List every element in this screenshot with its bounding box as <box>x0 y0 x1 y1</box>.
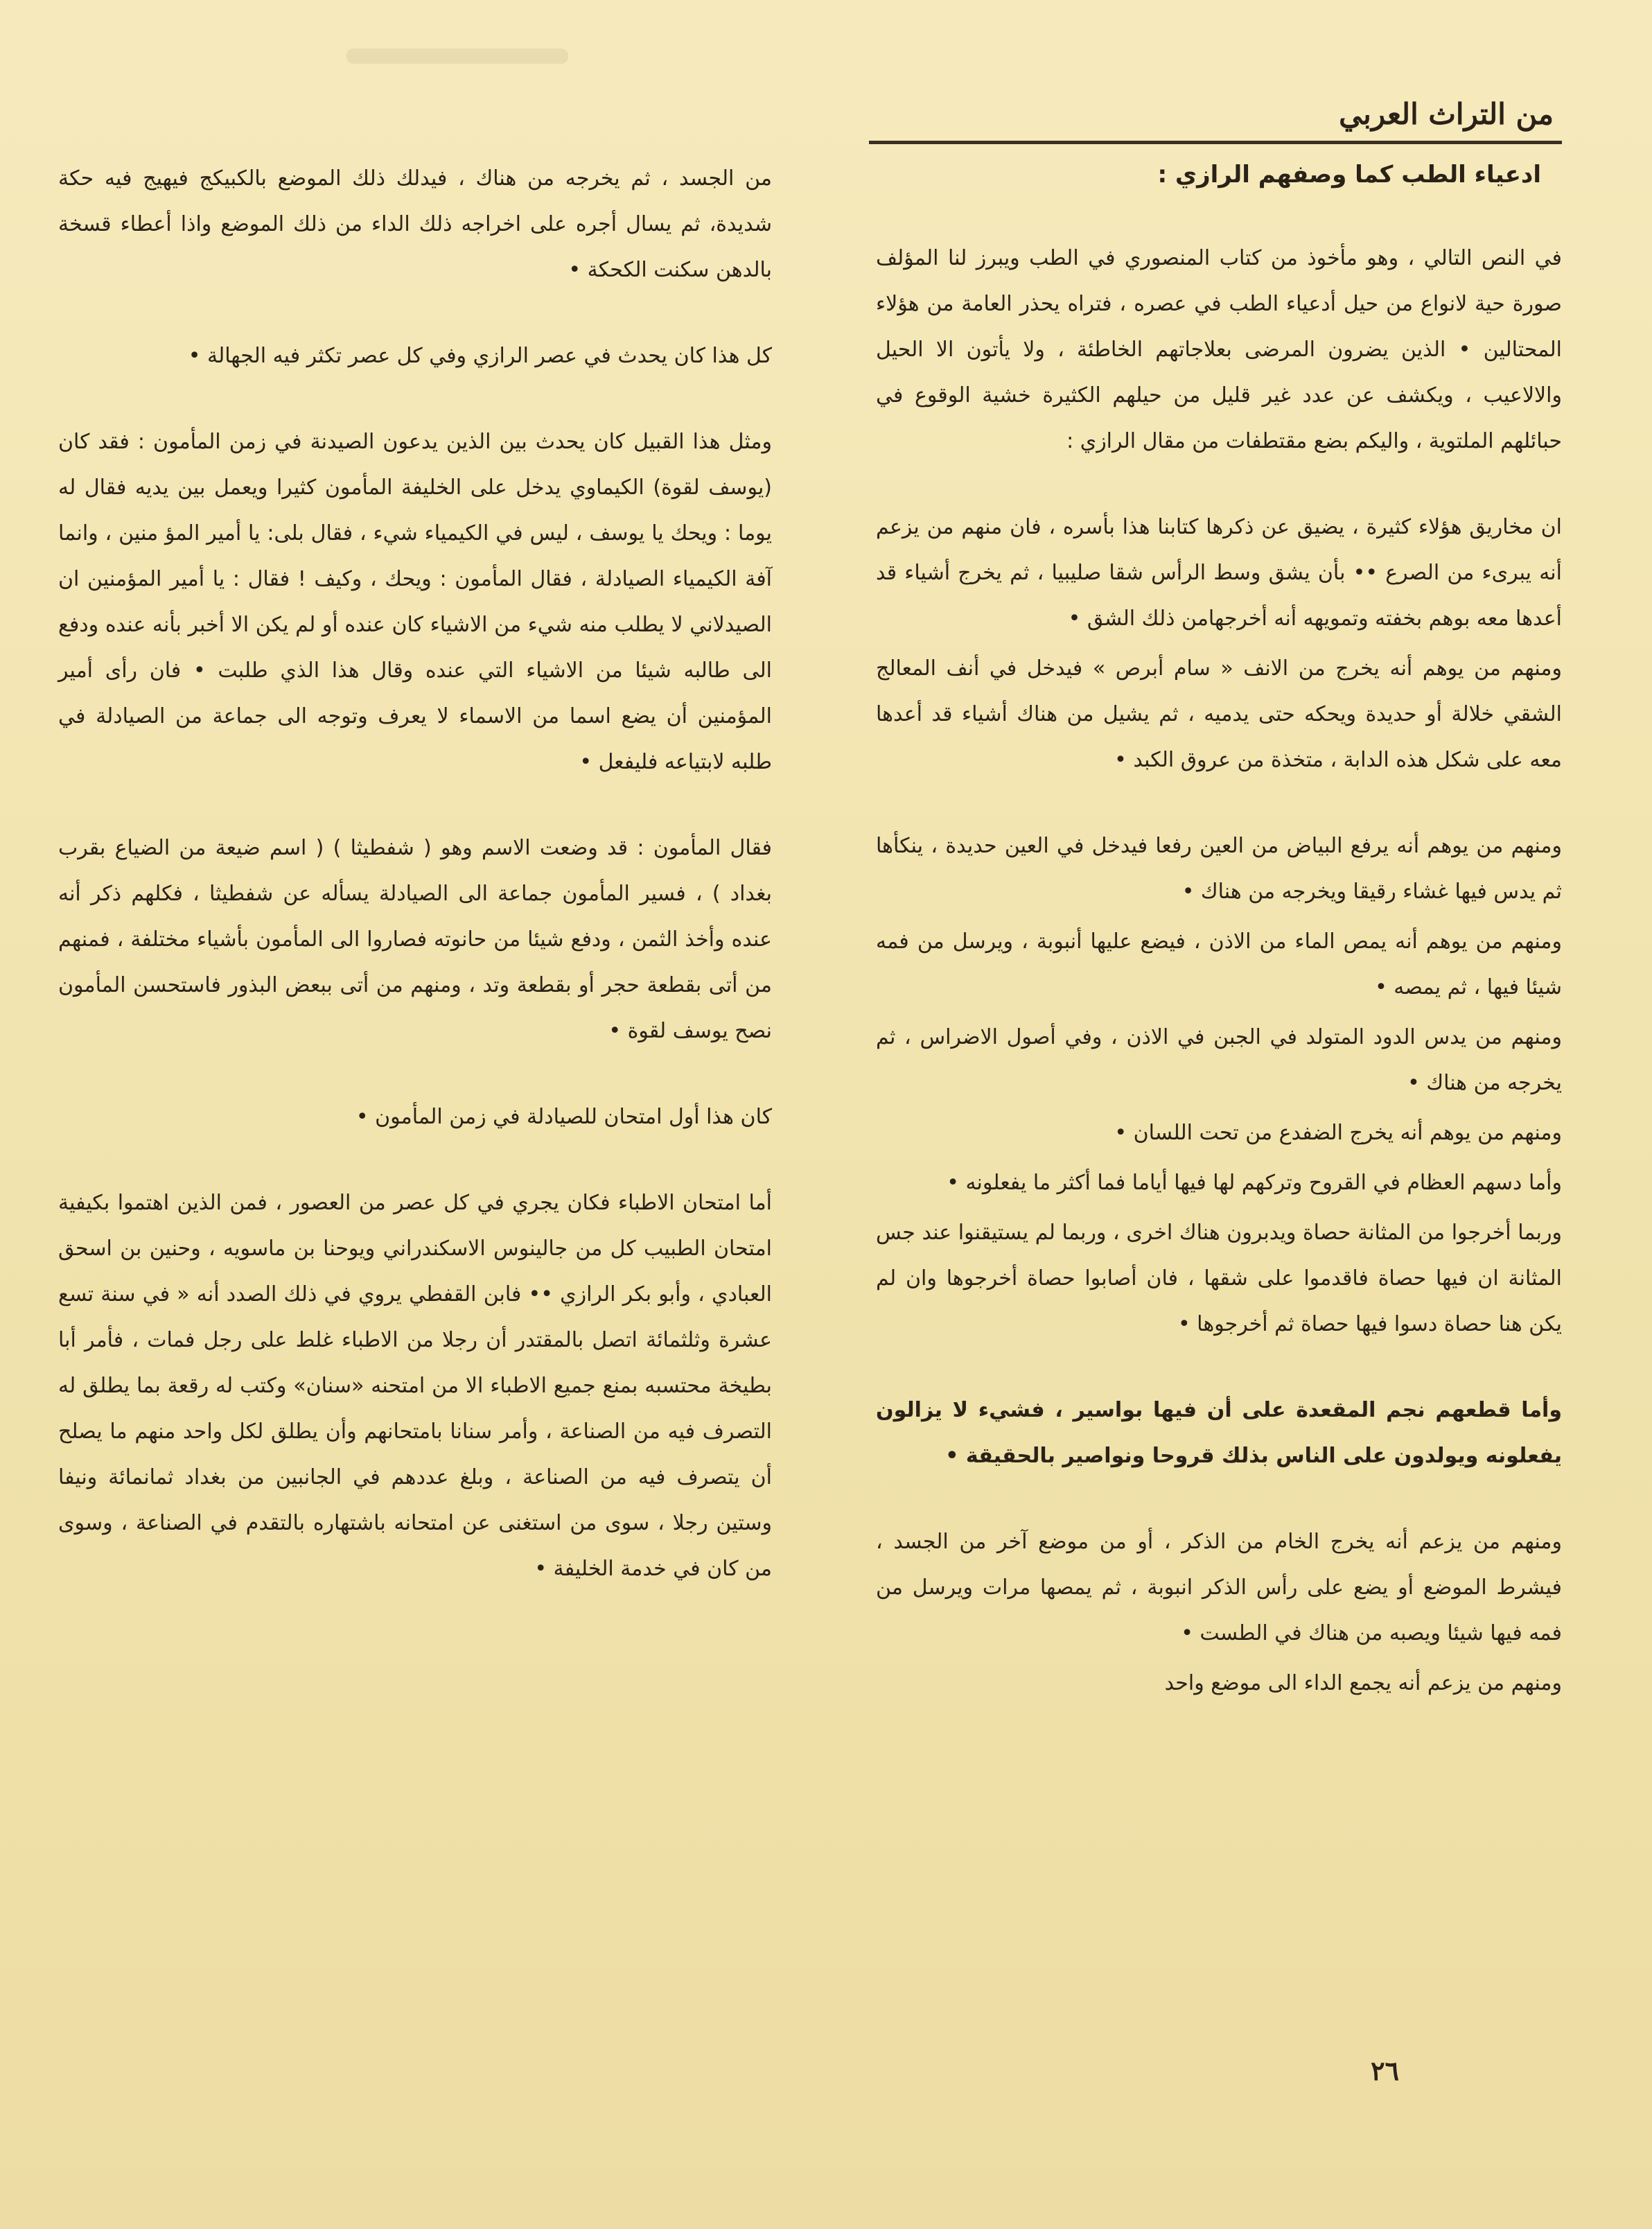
paragraph: وأما دسهم العظام في القروح وتركهم لها فيها أياما فما أكثر ما يفعلونه • <box>947 1171 1562 1195</box>
paragraph: فقال المأمون : قد وضعت الاسم وهو ( شفطيثا ) ( اسم ضيعة من الضياع بقرب بغداد ) ، فسير المأمون جماعة الى الصيادلة يسأله عن شفطيثا ، فكلهم ذكر أنه عنده وأخذ الثمن ، ودفع شيئا من حانوته فصاروا الى المأمون بأشياء مختلفة ، فمنهم من أتى بقطعة حجر أو بقطعة وتد ، ومنهم من أتى ببعض البذور فاستحسن المأمون نصح يوسف لقوة • <box>58 836 772 1043</box>
paragraph: في النص التالي ، وهو مأخوذ من كتاب المنصوري في الطب ويبرز لنا المؤلف صورة حية لانواع من حيل أدعياء الطب في عصره ، فتراه يحذر العامة من هؤلاء المحتالين • الذين يضرون المرضى بعلاجاتهم الخاطئة ، ولا يأتون الا الحيل والالاعيب ، ويكشف عن عدد غير قليل من حيلهم الكثيرة خشية الوقوع في حبائلهم الملتوية ، واليكم بضع مقتطفات من مقال الرازي : <box>876 246 1562 453</box>
paragraph: كل هذا كان يحدث في عصر الرازي وفي كل عصر تكثر فيه الجهالة • <box>188 344 772 368</box>
paragraph: ومنهم من يوهم أنه يمص الماء من الاذن ، فيضع عليها أنبوبة ، ويرسل من فمه شيئا فيها ، ثم يمصه • <box>876 929 1562 999</box>
paragraph: ومنهم من يوهم أنه يرفع البياض من العين رفعا فيدخل في العين حديدة ، ينكأها ثم يدس فيها غشاء رقيقا ويخرجه من هناك • <box>876 834 1562 904</box>
page-number: ٢٦ <box>1371 2055 1399 2086</box>
section-header <box>869 97 1562 144</box>
paragraph: ومنهم من يزعم أنه يخرج الخام من الذكر ، أو من موضع آخر من الجسد ، فيشرط الموضع أو يضع على رأس الذكر انبوبة ، ثم يمصها مرات ويرسل من فمه فيها شيئا ويصبه من هناك في الطست • <box>876 1530 1562 1645</box>
paragraph: أما امتحان الاطباء فكان يجري في كل عصر من العصور ، فمن الذين اهتموا بكيفية امتحان الطبيب كل من جالينوس الاسكندراني ويوحنا بن ماسويه ، وحنين بن اسحق العبادي ، وأبو بكر الرازي •• فابن القفطي يروي في ذلك الصدد أنه « في سنة تسع عشرة وثلثمائة اتصل بالمقتدر أن رجلا من الاطباء غلط على رجل فمات ، فأمر أبا بطيخة محتسبه بمنع جميع الاطباء الا من امتحنه «سنان» وكتب له رقعة بما يطلق له التصرف فيه من الصناعة ، وأمر سنانا بامتحانهم وأن يطلق لكل واحد منهم ما يصلح أن يتصرف فيه من الصناعة ، وبلغ عددهم في الجانبين من بغداد ثمانمائة ونيفا وستين رجلا ، سوى من استغنى عن امتحانه باشتهاره بالتقدم في الصناعة ، وسوى من كان في خدمة الخليفة • <box>58 1191 772 1581</box>
paragraph: وأما قطعهم نجم المقعدة على أن فيها بواسير ، فشيء لا يزالون يفعلونه ويولدون على الناس بذلك قروحا ونواصير بالحقيقة • <box>876 1398 1562 1468</box>
right-column <box>876 236 1562 1747</box>
paragraph: كان هذا أول امتحان للصيادلة في زمن المأمون • <box>355 1105 772 1129</box>
left-column <box>58 156 772 1632</box>
paragraph: من الجسد ، ثم يخرجه من هناك ، فيدلك ذلك الموضع بالكبيكج فيهيج فيه حكة شديدة، ثم يسال أجره على اخراجه ذلك الداء من ذلك الموضع واذا أعطاء قسخة بالدهن سكنت الكحكة • <box>58 166 772 282</box>
section-title: من التراث العربي <box>1339 97 1554 131</box>
paragraph: ومنهم من يزعم أنه يجمع الداء الى موضع واحد <box>1164 1671 1562 1695</box>
paragraph: ومثل هذا القبيل كان يحدث بين الذين يدعون الصيدنة في زمن المأمون : فقد كان (يوسف لقوة) الكيماوي يدخل على الخليفة المأمون كثيرا ويعمل بين يديه فقال له يوما : ويحك يا يوسف ، ليس في الكيمياء شيء ، فقال بلى: يا أمير المؤ منين ، وانما آفة الكيمياء الصيادلة ، فقال المأمون : ويحك ، وكيف ! فقال : يا أمير المؤمنين ان الصيدلاني لا يطلب منه شيء من الاشياء كان عنده أو لم يكن الا أخبر بأنه عنده ودفع الى طالبه شيئا من الاشياء التي عنده وقال هذا الذي طلبت • فان رأى أمير المؤمنين أن يضع اسما من الاسماء لا يعرف وتوجه الى جماعة من الصيادلة في طلبه لابتياعه فليفعل • <box>58 430 772 774</box>
paragraph: ومنهم من يوهم أنه يخرج الضفدع من تحت اللسان • <box>1114 1121 1562 1145</box>
paragraph: ان مخاريق هؤلاء كثيرة ، يضيق عن ذكرها كتابنا هذا بأسره ، فان منهم من يزعم أنه يبرىء من الصرع •• بأن يشق وسط الرأس شقا صليبيا ، ثم يخرج أشياء قد أعدها معه بوهم بخفته وتمويهه أنه أخرجهامن ذلك الشق • <box>876 515 1562 631</box>
ink-smudge <box>346 49 568 64</box>
paragraph: ومنهم من يوهم أنه يخرج من الانف « سام أبرص » فيدخل في أنف المعالج الشقي خلالة أو حديدة ويحكه حتى يدميه ، ثم يشيل من هناك أشياء قد أعدها معه على شكل هذه الدابة ، متخذة من عروق الكبد • <box>876 656 1562 772</box>
paragraph: ومنهم من يدس الدود المتولد في الجبن في الاذن ، وفي أصول الاضراس ، ثم يخرجه من هناك • <box>876 1025 1562 1095</box>
header-rule <box>869 141 1562 144</box>
article-title: ادعياء الطب كما وصفهم الرازي : <box>1157 161 1541 189</box>
paragraph: وربما أخرجوا من المثانة حصاة ويدبرون هناك اخرى ، وربما لم يستيقنوا عند جس المثانة ان فيها حصاة فاقدموا على شقها ، فان أصابوا حصاة أخرجوها وان لم يكن هنا حصاة دسوا فيها حصاة ثم أخرجوها • <box>876 1221 1562 1336</box>
